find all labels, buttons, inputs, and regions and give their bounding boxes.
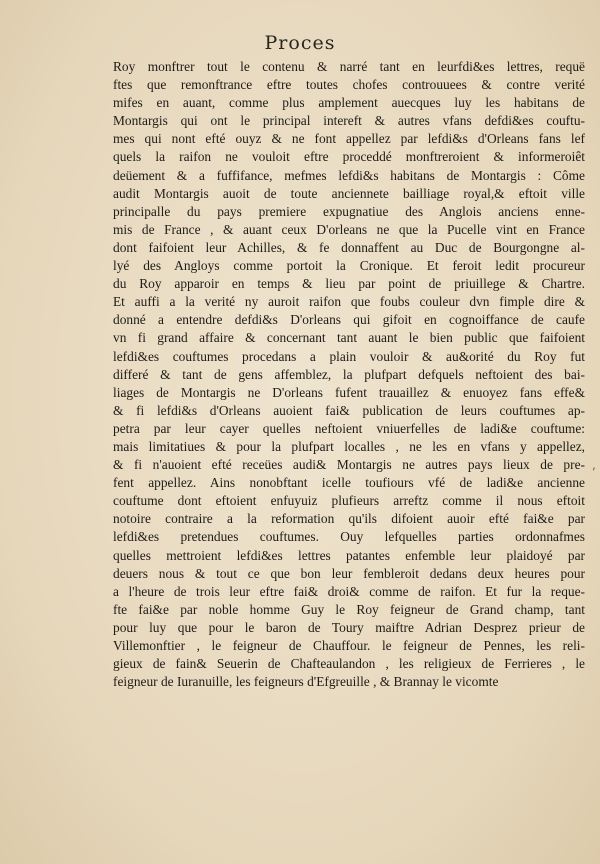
text-line: gieux de fain& Seuerin de Chafteaulandon , les religieux de Ferrieres , le	[113, 656, 585, 672]
text-line: feigneur de Iuranuille, les feigneurs d'Efgreuille , & Brannay le vicomte	[113, 674, 499, 690]
text-line: du Roy apparoir en temps & lieu par point de priuillege & Chartre.	[113, 276, 585, 292]
text-line: liages de Montargis ne D'orleans fufent trauaillez & enuoyez fans effe&	[113, 384, 585, 400]
text-line: ftes que remonftrance eftre toutes chofes controuuees & contre verité	[113, 77, 585, 93]
text-line: mifes en auant, comme plus amplement auecques luy les habitans de	[113, 95, 585, 111]
text-line: dont faifoient leur Achilles, & fe donnaffent au Duc de Bourgongne al-	[113, 239, 585, 255]
text-line: & fi n'auoient efté receües audi& Montargis ne autres pays lieux de pre-	[113, 457, 585, 473]
text-line: principalle du pays premiere expugnatiue des Anglois anciens enne-	[113, 203, 585, 219]
text-line: audit Montargis auoit de toute anciennete bailliage royal,& eftoit ville	[113, 185, 585, 201]
body-text	[113, 58, 585, 691]
text-line: petra par leur cayer quelles neftoient vniuerfelles de ladi&e couftume:	[113, 420, 585, 436]
text-line: fte fai&e par noble homme Guy le Roy feigneur de Grand champ, tant	[113, 601, 585, 617]
text-line: deuers nous & tout ce que bon leur fembleroit dedans deux heures pour	[113, 565, 585, 581]
text-line: Roy monftrer tout le contenu & narré tant en leurfdi&es lettres, requë	[113, 59, 585, 74]
text-line: lefdi&es couftumes procedans a plain vouloir & au&orité du Roy fut	[113, 348, 585, 364]
text-line: Villemonftier , le feigneur de Chauffour. le feigneur de Pennes, les reli-	[113, 638, 585, 653]
text-line: pour luy que pour le baron de Toury maiftre Adrian Desprez prieur de	[113, 619, 585, 635]
text-line: quelles mettroient lefdi&es lettres patantes enfemble leur plaidoyé par	[113, 547, 585, 563]
text-line: Montargis qui ont le principal intereft & autres vfans defdi&es couftu-	[113, 113, 585, 129]
margin-mark: ,	[592, 458, 596, 472]
text-line: lyé des Angloys comme portoit la Cronique. Et feroit ledit procureur	[113, 258, 585, 274]
text-line: donné a entendre defdi&s D'orleans qui gifoit en cognoiffance de caufe	[113, 312, 585, 328]
text-line: vn fi grand affaire & concernant tant auant le bien public que faifoient	[113, 330, 585, 346]
text-line: Et auffi a la verité ny auroit raifon que foubs couleur dvn fimple dire &	[113, 294, 585, 310]
running-head-title: Proces	[264, 32, 336, 54]
text-line: deüement & a fuffifance, mefmes lefdi&s habitans de Montargis : Côme	[113, 167, 585, 183]
text-line: lefdi&es pretendues couftumes. Ouy lefquelles parties ordonnafmes	[113, 529, 585, 545]
text-line: mais limitatiues & pour la plufpart localles , ne les en vfans y appellez,	[113, 438, 585, 454]
text-line: differé & tant de gens affemblez, la plufpart defquels neftoient des bai-	[113, 366, 585, 382]
text-line: quels la raifon ne vouloit eftre proceddé monftreroient & informeroiêt	[113, 149, 585, 165]
text-line: mes qui nont efté ouyz & ne font appellez par lefdi&s d'Orleans fans lef	[113, 131, 585, 147]
text-line: couftume dont eftoient enfuyuiz plufieurs arreftz comme il nous eftoit	[113, 493, 585, 509]
text-line: fent appellez. Ains nonobftant icelle toufiours vfé de ladi&e ancienne	[113, 475, 585, 491]
text-line: notoire contraire a la reformation qu'ils difoient auoir efté fai&e par	[113, 511, 585, 527]
text-line: & fi lefdi&s d'Orleans auoient fai& publication de leurs couftumes ap-	[113, 402, 585, 418]
text-line: a l'heure de trois leur eftre fai& droi& comme de raifon. Et fur la reque-	[113, 583, 585, 599]
text-line: mis de France , & auant ceux D'orleans ne que la Pucelle vint en France	[113, 221, 585, 237]
